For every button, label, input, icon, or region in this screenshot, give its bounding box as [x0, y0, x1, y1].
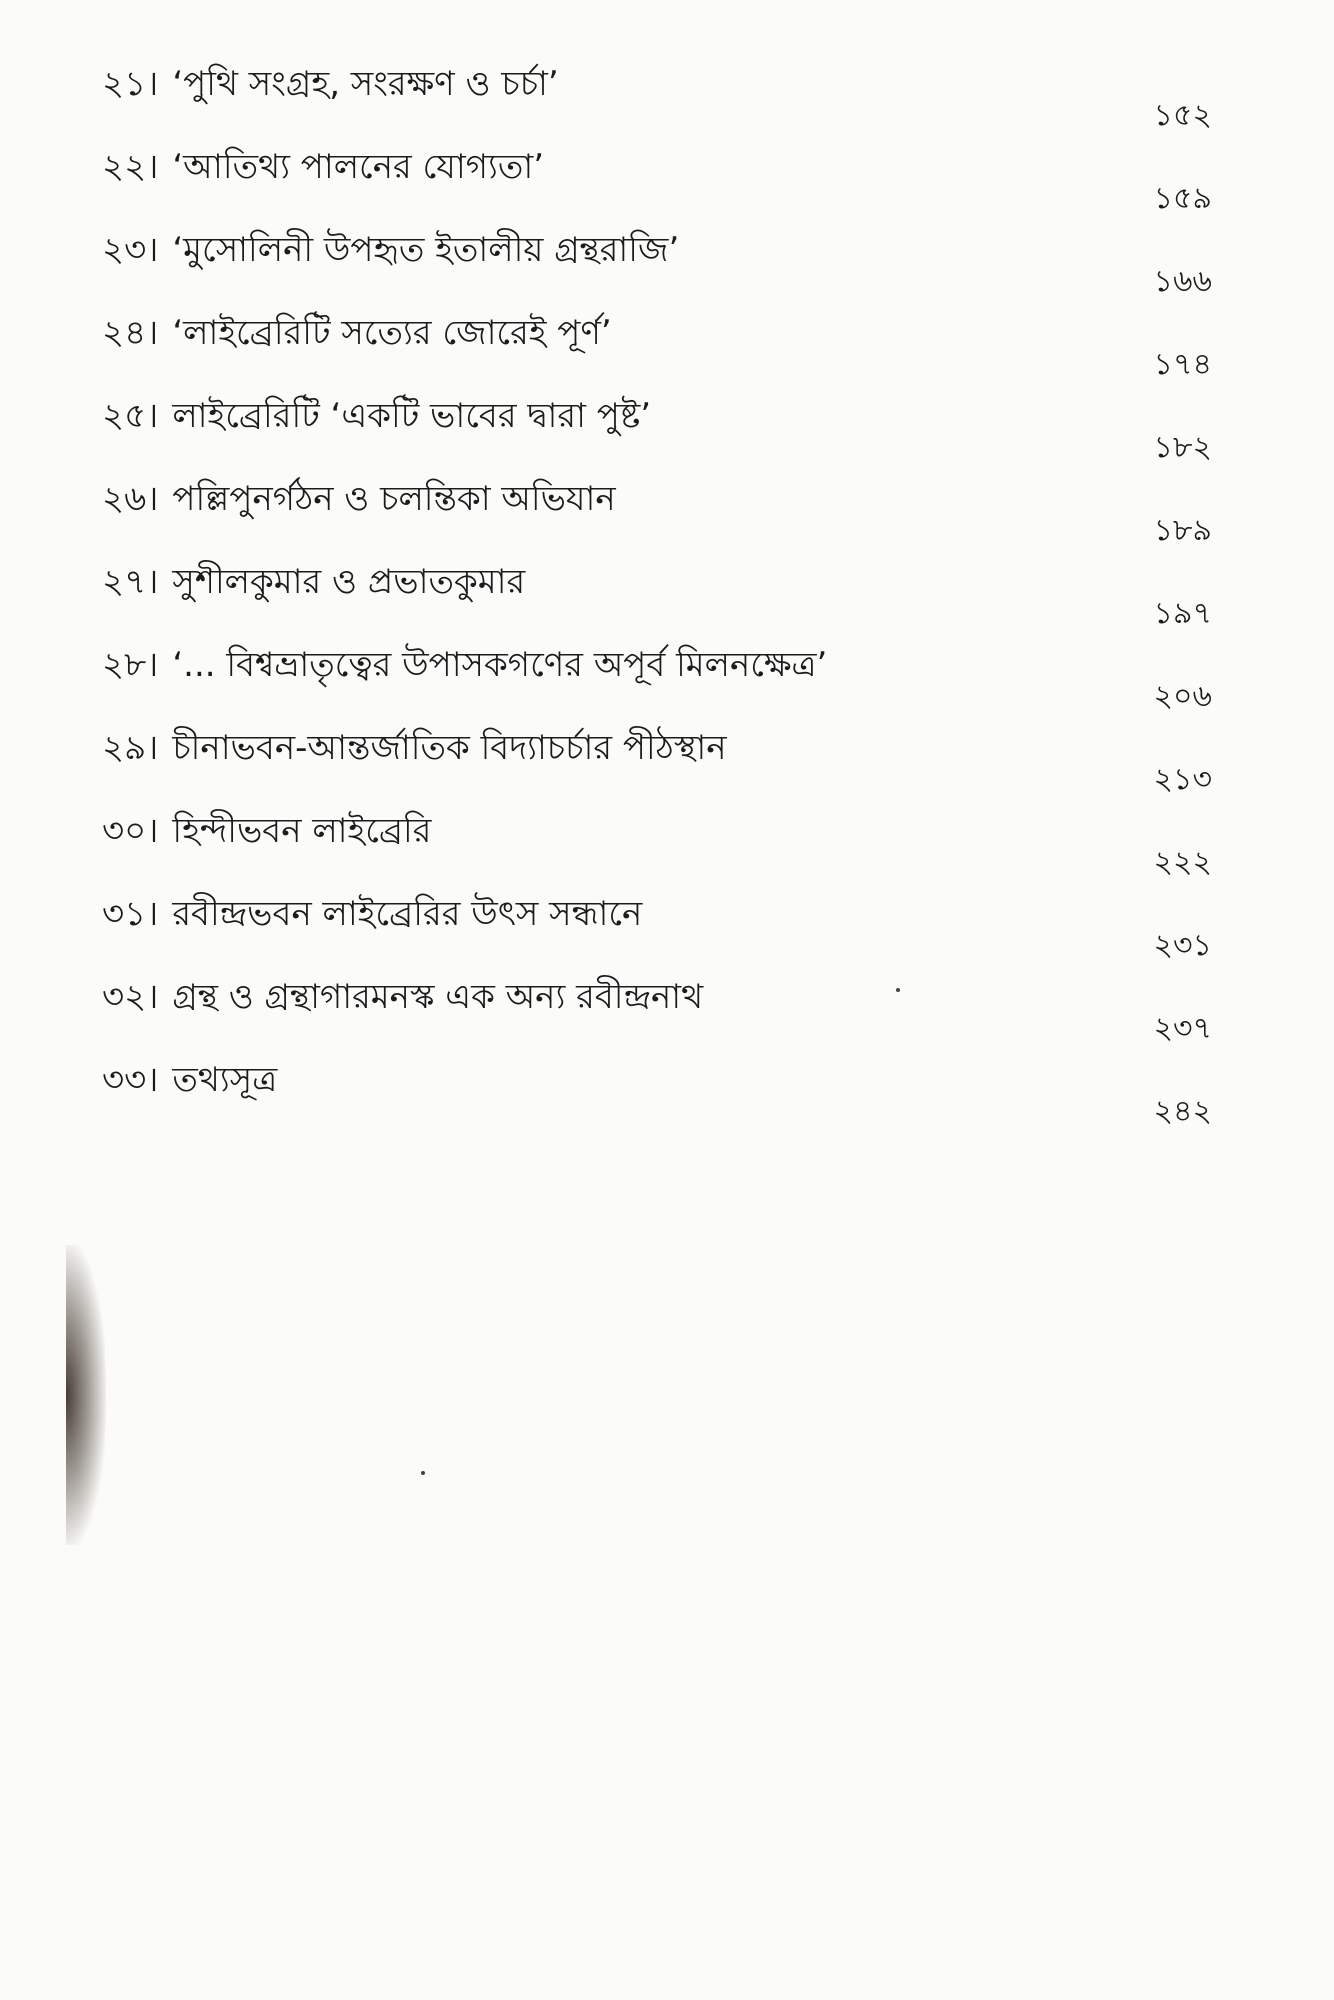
- toc-entry-title-line: [102, 975, 703, 1019]
- toc-entry-number: ৩২।: [102, 977, 159, 1017]
- toc-entry-number: ২১।: [102, 64, 159, 104]
- toc-entry-title: ‘... বিশ্বভ্রাতৃত্বের উপাসকগণের অপূর্ব মিলনক্ষেত্র’: [172, 645, 828, 685]
- toc-entry-page: ১৬৬: [1153, 264, 1212, 299]
- toc-entry-title-line: [102, 145, 544, 189]
- toc-entry-page: ১৮৯: [1153, 513, 1212, 548]
- toc-entry-number: ২৮।: [102, 645, 159, 685]
- toc-entry-page: ১৫৯: [1153, 181, 1212, 216]
- toc-entry-title-line: [102, 228, 679, 272]
- toc-entry-title-line: [102, 726, 727, 770]
- toc-entry-title-line: [102, 62, 559, 106]
- toc-entry-title-line: [102, 809, 432, 853]
- toc-entry: [102, 477, 1212, 560]
- toc-entry-page: ২৪২: [1153, 1094, 1212, 1129]
- toc-entry-title: গ্রন্থ ও গ্রন্থাগারমনস্ক এক অন্য রবীন্দ্রনাথ: [172, 977, 704, 1017]
- page-edge-shadow: [66, 1245, 106, 1545]
- toc-entry: [102, 394, 1212, 477]
- toc-entry-page: ১৯৭: [1153, 596, 1212, 631]
- toc-entry-title: ‘মুসোলিনী উপহৃত ইতালীয় গ্রন্থরাজি’: [172, 230, 680, 270]
- toc-entry-number: ৩০।: [102, 811, 159, 851]
- toc-entry-title: ‘পুথি সংগ্রহ, সংরক্ষণ ও চর্চা’: [172, 64, 559, 104]
- toc-entry-number: ২২।: [102, 147, 159, 187]
- toc-entry: [102, 228, 1212, 311]
- toc-entry-number: ২৬।: [102, 479, 159, 519]
- toc-entry-page: ২০৬: [1153, 679, 1212, 714]
- toc-entry-title-line: [102, 1058, 277, 1102]
- toc-entry-number: ২৯।: [102, 728, 159, 768]
- toc-entry-number: ২৫।: [102, 396, 159, 436]
- toc-entry-title-line: [102, 311, 612, 355]
- toc-entry: [102, 311, 1212, 394]
- toc-entry: [102, 975, 1212, 1058]
- toc-entry-title-line: [102, 560, 525, 604]
- table-of-contents: [102, 62, 1212, 1141]
- toc-entry-page: ২১৩: [1153, 762, 1212, 797]
- toc-entry-title: পল্লিপুনর্গঠন ও চলন্তিকা অভিযান: [172, 479, 616, 519]
- toc-entry-title-line: [102, 892, 642, 936]
- toc-entry-page: ১৭৪: [1153, 347, 1212, 382]
- toc-entry: [102, 560, 1212, 643]
- toc-entry-title: ‘আতিথ্য পালনের যোগ্যতা’: [172, 147, 545, 187]
- toc-entry: [102, 809, 1212, 892]
- toc-entry-title-line: [102, 477, 616, 521]
- toc-entry-title-line: [102, 643, 827, 687]
- ink-speck: [421, 1471, 425, 1475]
- toc-entry-number: ৩৩।: [102, 1060, 159, 1100]
- toc-entry-page: ২৩৭: [1153, 1011, 1212, 1046]
- toc-entry: [102, 145, 1212, 228]
- toc-entry-page: ১৫২: [1153, 98, 1212, 133]
- toc-entry-page: ১৮২: [1153, 430, 1212, 465]
- toc-entry-page: ২৩১: [1153, 928, 1212, 963]
- toc-entry: [102, 62, 1212, 145]
- toc-entry: [102, 892, 1212, 975]
- toc-entry-number: ২৭।: [102, 562, 159, 602]
- toc-entry-number: ২৪।: [102, 313, 159, 353]
- toc-entry: [102, 726, 1212, 809]
- toc-entry-title: লাইব্রেরিটি ‘একটি ভাবের দ্বারা পুষ্ট’: [172, 396, 652, 436]
- toc-entry: [102, 643, 1212, 726]
- toc-entry-title: চীনাভবন-আন্তর্জাতিক বিদ্যাচর্চার পীঠস্থান: [172, 728, 727, 768]
- toc-entry-title-line: [102, 394, 651, 438]
- toc-entry-title: সুশীলকুমার ও প্রভাতকুমার: [172, 562, 526, 602]
- toc-entry-number: ২৩।: [102, 230, 159, 270]
- toc-entry-title: হিন্দীভবন লাইব্রেরি: [172, 811, 432, 851]
- toc-entry-title: তথ্যসূত্র: [172, 1060, 278, 1100]
- toc-entry-title: ‘লাইব্রেরিটি সত্যের জোরেই পূর্ণ’: [172, 313, 612, 353]
- toc-entry-title: রবীন্দ্রভবন লাইব্রেরির উৎস সন্ধানে: [172, 894, 643, 934]
- toc-entry-number: ৩১।: [102, 894, 159, 934]
- toc-entry: [102, 1058, 1212, 1141]
- toc-entry-page: ২২২: [1153, 845, 1212, 880]
